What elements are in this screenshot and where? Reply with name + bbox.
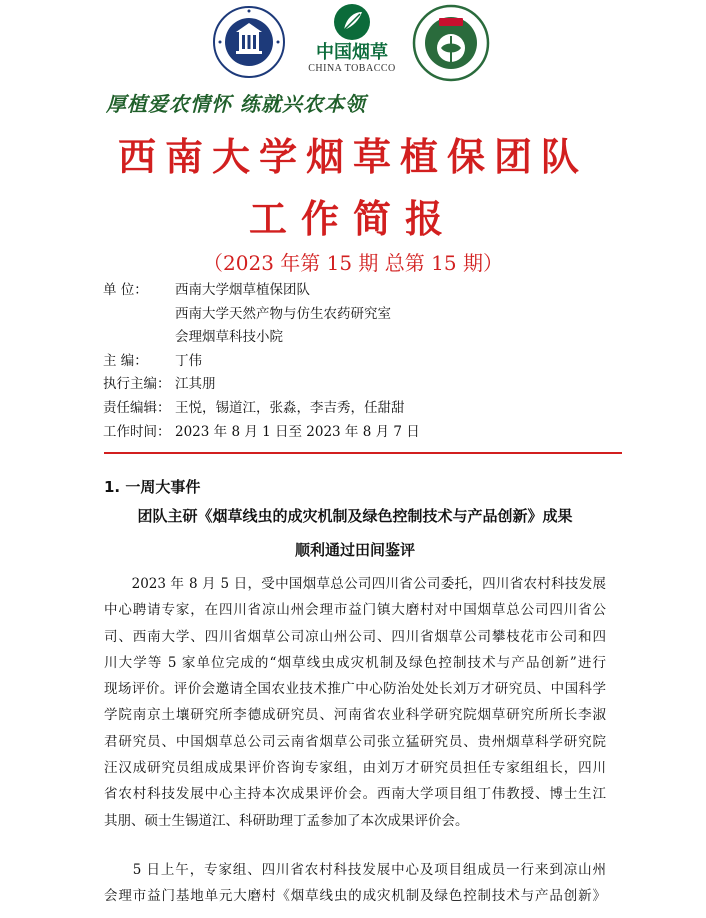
exec-editor-row	[103, 373, 420, 397]
report-title-line2: 工作简报	[248, 196, 457, 241]
china-tobacco-logo	[306, 2, 398, 82]
header-logos	[0, 2, 706, 82]
article-paragraph-2	[104, 857, 606, 910]
editor-value: 丁伟	[175, 352, 202, 369]
paragraph-line: 5 日上午，专家组、四川省农村科技发展中心及项目组成员一行来到凉山州	[104, 862, 606, 878]
editor-label: 主 编：	[103, 352, 148, 369]
paragraph-line: 现场评价。评价会邀请全国农业技术推广中心防治处处长刘万才研究员、中国科学	[104, 681, 606, 698]
china-tobacco-cn: 中国烟草	[316, 42, 388, 63]
paragraph-line: 中心聘请专家，在四川省凉山州会理市益门镇大磨村对中国烟草总公司四川省公	[104, 602, 606, 619]
paragraph-line: 2023 年 8 月 5 日，受中国烟草总公司四川省公司委托，四川省农村科技发展	[104, 576, 606, 592]
article-paragraph-1	[104, 571, 606, 834]
china-tobacco-en: CHINA TOBACCO	[308, 63, 396, 74]
unit-label: 单 位：	[103, 282, 148, 298]
paragraph-line: 学院南京土壤研究所李德成研究员、河南省农业科学研究院烟草研究所所长李淑	[104, 707, 606, 724]
paragraph-line: 省农村科技发展中心主持本次成果评价会。西南大学项目组丁伟教授、博士生江	[104, 786, 606, 803]
paragraph-line: 其朋、硕士生锡道江、科研助理丁孟参加了本次成果评价会。	[104, 812, 469, 829]
university-seal-logo	[212, 5, 286, 79]
red-divider	[104, 452, 622, 454]
unit-row	[103, 279, 420, 303]
paragraph-line: 川大学等 5 家单位完成的“烟草线虫成灾机制及绿色控制技术与产品创新”进行	[104, 654, 606, 671]
paragraph-line: 君研究员、中国烟草总公司云南省烟草公司张立猛研究员、贵州烟草科学研究院	[104, 733, 606, 750]
paragraph-line: 汪汉成研究员组成成果评价咨询专家组，由刘万才研究员担任专家组组长，四川	[104, 760, 606, 777]
masthead-info	[103, 279, 420, 444]
responsible-editor-row	[103, 397, 420, 421]
work-period-value: 2023 年 8 月 1 日至 2023 年 8 月 7 日	[175, 423, 420, 440]
exec-editor-label: 执行主编：	[103, 376, 171, 393]
responsible-editor-value: 王悦，锡道江，张淼，李吉秀，任甜甜	[175, 399, 405, 416]
article-headline-line2: 顺利通过田间鉴评	[294, 541, 415, 559]
unit-value-2: 西南大学天然产物与仿生农药研究室	[175, 305, 391, 322]
unit-value-1: 西南大学烟草植保团队	[175, 282, 310, 298]
work-period-label: 工作时间：	[103, 423, 171, 440]
responsible-editor-label: 责任编辑：	[103, 399, 171, 416]
section-heading: 1. 一周大事件	[104, 478, 201, 496]
slogan: 厚植爱农情怀 练就兴农本领	[106, 92, 366, 116]
issue-number: （2023 年第 15 期 总第 15 期）	[203, 251, 503, 275]
editor-row	[103, 350, 420, 374]
report-title-line1: 西南大学烟草植保团队	[117, 134, 588, 179]
article-headline-line1: 团队主研《烟草线虫的成灾机制及绿色控制技术与产品创新》成果	[137, 507, 573, 525]
paragraph-line: 司、西南大学、四川省烟草公司凉山州公司、四川省烟草公司攀枝花市公司和四	[104, 628, 606, 645]
crsta-seal-logo	[412, 4, 490, 82]
unit-value-3: 会理烟草科技小院	[175, 329, 283, 346]
paragraph-line: 会理市益门基地单元大磨村《烟草线虫的成灾机制及绿色控制技术与产品创新》	[104, 888, 606, 905]
china-tobacco-leaf-icon	[332, 2, 372, 42]
work-period-row	[103, 421, 420, 445]
exec-editor-value: 江其朋	[175, 376, 216, 393]
